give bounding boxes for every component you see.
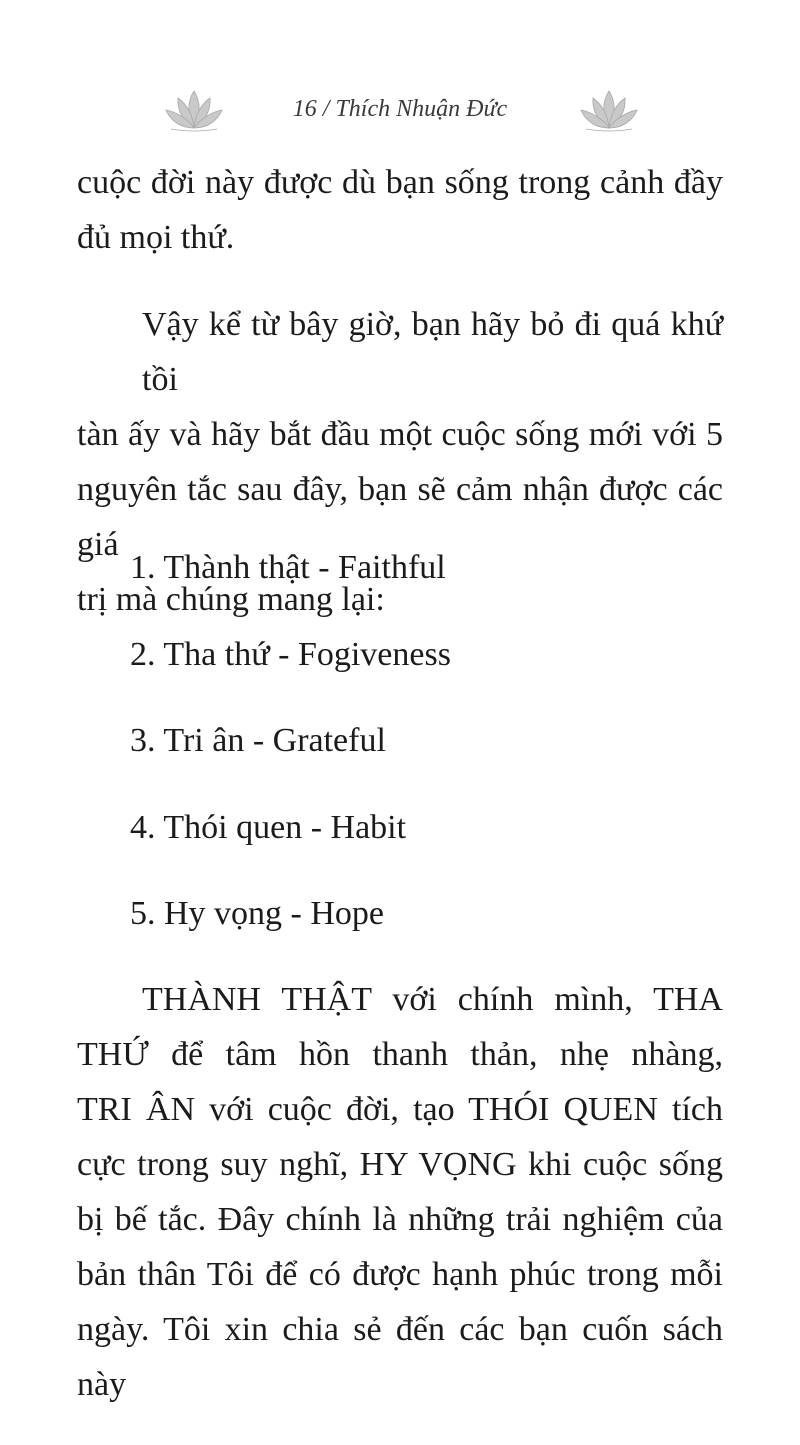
text-line: Vậy kể từ bây giờ, bạn hãy bỏ đi quá khứ tồi [142,306,723,398]
principles-list [130,543,451,976]
text-line: bản thân Tôi để có được hạnh phúc trong mỗi [77,1256,723,1293]
page-header [0,88,800,138]
text-line: tàn ấy và hãy bắt đầu một cuộc sống mới với 5 [77,416,723,453]
paragraph-1 [77,155,723,265]
text-line: nguyên tắc sau đây, bạn sẽ cảm nhận được các giá [77,471,723,563]
text-line: TRI ÂN với cuộc đời, tạo THÓI QUEN tích [77,1091,723,1128]
list-item: 2. Tha thứ - Fogiveness [130,635,451,673]
running-head: 16 / Thích Nhuận Đức [292,96,508,122]
text-line: cuộc đời này được dù bạn sống trong cảnh đầy [77,164,723,201]
paragraph-3 [77,972,723,1412]
text-line: đủ mọi thứ. [77,219,235,256]
list-item: 3. Tri ân - Grateful [130,722,386,759]
lotus-ornament-right [578,88,640,132]
text-line: bị bế tắc. Đây chính là những trải nghiệm của [77,1201,723,1238]
list-item: 1. Thành thật - Faithful [130,549,446,586]
list-item: 4. Thói quen - Habit [130,808,407,846]
text-line: trị mà chúng mang lại: [77,581,385,618]
text-line: ngày. Tôi xin chia sẻ đến các bạn cuốn sách này [77,1311,723,1403]
text-line: cực trong suy nghĩ, HY VỌNG khi cuộc sống [77,1146,723,1183]
text-line: THỨ để tâm hồn thanh thản, nhẹ nhàng, [77,1036,723,1073]
list-item: 5. Hy vọng - Hope [130,895,385,932]
text-line: THÀNH THẬT với chính mình, THA [142,981,723,1018]
